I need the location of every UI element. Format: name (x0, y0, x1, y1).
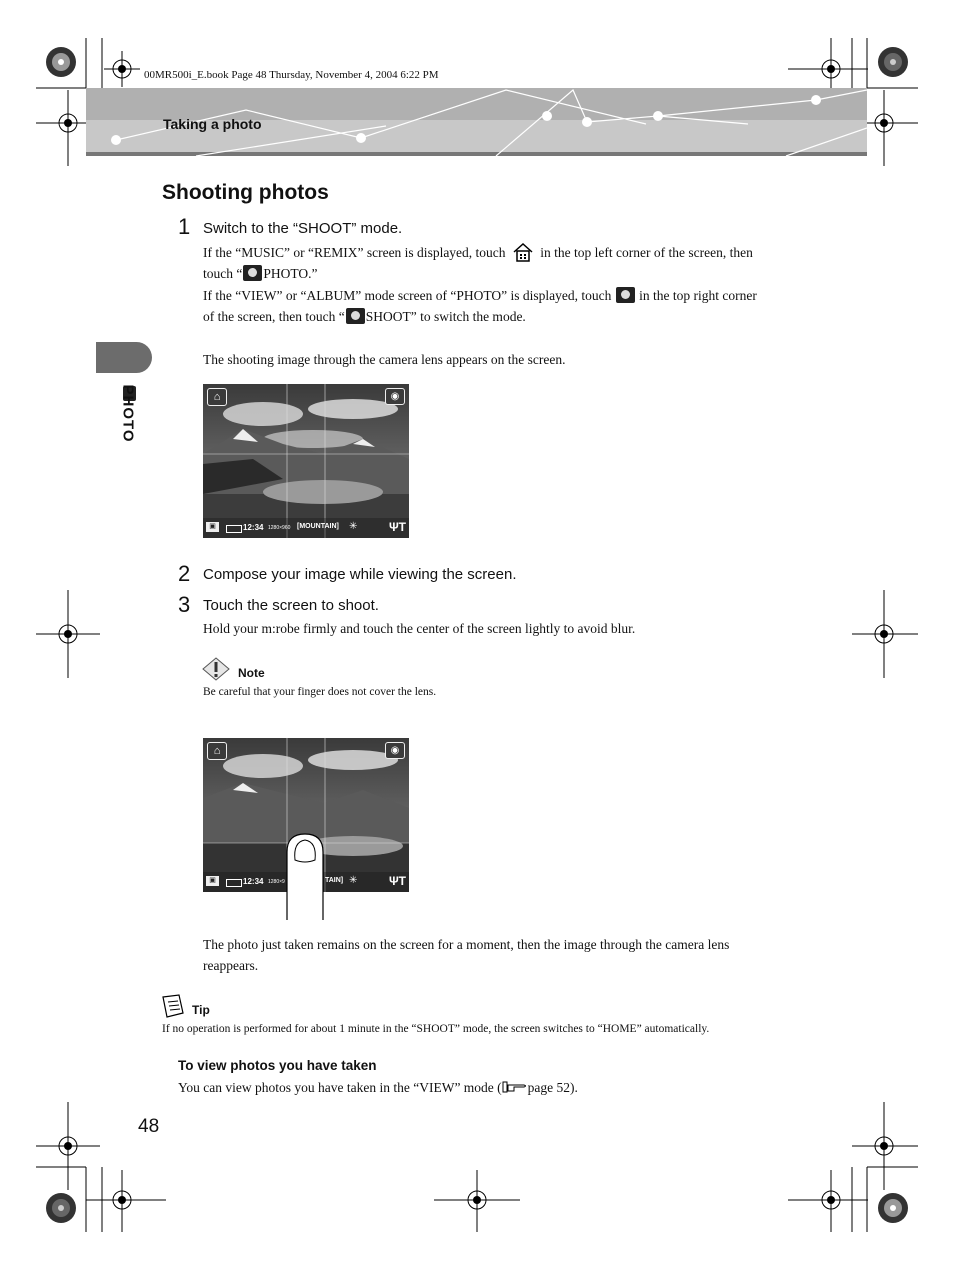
note-label: Note (238, 666, 265, 680)
view-text (178, 1077, 578, 1098)
print-slug: 00MR500i_E.book Page 48 Thursday, November 4, 2004 6:22 PM (144, 69, 439, 81)
resolution: 1280×9 (268, 879, 285, 885)
step1-para2 (203, 285, 803, 327)
camera-icon (243, 265, 262, 281)
step1-text: of the screen, then touch “ (203, 309, 345, 324)
step-title: Compose your image while viewing the screen. (203, 566, 517, 583)
landscape-photo (203, 384, 409, 538)
side-label-text: PHOTO (119, 384, 137, 443)
step1-text: SHOOT” to switch the mode. (365, 309, 526, 324)
camera-screen-preview (203, 384, 409, 538)
side-label (112, 384, 146, 474)
after-shot-text (203, 934, 823, 976)
finger-illustration (283, 830, 327, 920)
view-text-part: page 52). (527, 1080, 578, 1095)
camera-icon (346, 308, 365, 324)
resolution: 1280×960 (268, 525, 291, 531)
after-shot-line: The photo just taken remains on the screen for a moment, then the image through the camera lens (203, 937, 730, 952)
step1-para3: The shooting image through the camera lens appears on the screen. (203, 352, 566, 367)
after-shot-line: reappears. (203, 958, 259, 973)
step1-para1 (203, 242, 803, 284)
camera-icon (616, 287, 635, 303)
camera-icon[interactable]: ◉ (385, 742, 405, 759)
step1-text: If the “VIEW” or “ALBUM” mode screen of “PHOTO” is displayed, touch (203, 288, 612, 303)
step-number: 1 (178, 214, 191, 239)
mode-icon: ▣ (206, 876, 219, 886)
flash-icon: ✳ (349, 875, 358, 886)
section-title: Taking a photo (163, 116, 262, 132)
view-heading: To view photos you have taken (178, 1058, 377, 1073)
status-bar (203, 518, 409, 538)
step1-text: PHOTO.” (263, 266, 318, 281)
warning-icon (202, 657, 230, 681)
step1-text: If the “MUSIC” or “REMIX” screen is displayed, touch (203, 245, 506, 260)
tools-icon[interactable]: ΨT (388, 874, 406, 888)
scene-mode: [MOUNTAIN] (297, 523, 339, 530)
battery-icon (226, 525, 242, 533)
side-tab (96, 342, 152, 373)
step-title: Switch to the “SHOOT” mode. (203, 220, 403, 237)
tools-icon[interactable]: ΨT (388, 520, 406, 534)
step-number: 2 (178, 561, 191, 586)
mode-icon: ▣ (206, 522, 219, 532)
page-title: Shooting photos (162, 181, 329, 204)
view-text-part: You can view photos you have taken in the “VIEW” mode ( (178, 1080, 502, 1095)
tip-text: If no operation is performed for about 1 minute in the “SHOOT” mode, the screen switches to “HOME” automatically. (162, 1023, 710, 1035)
step-title: Touch the screen to shoot. (203, 597, 379, 614)
step1-text: in the top left corner of the screen, then (540, 245, 753, 260)
step3-body: Hold your m:robe firmly and touch the center of the screen lightly to avoid blur. (203, 621, 636, 636)
camera-icon[interactable]: ◉ (385, 388, 405, 405)
scene-mode: TAIN] (325, 877, 344, 884)
home-icon[interactable]: ⌂ (207, 742, 227, 760)
clock: 12:34 (243, 877, 264, 886)
home-icon[interactable]: ⌂ (207, 388, 227, 406)
step1-text: in the top right corner (639, 288, 757, 303)
tip-icon (161, 993, 187, 1019)
step-number: 3 (178, 592, 191, 617)
flash-icon: ✳ (349, 521, 358, 532)
clock: 12:34 (243, 523, 264, 532)
page-number: 48 (138, 1116, 160, 1137)
note-text: Be careful that your finger does not cover the lens. (203, 686, 437, 698)
battery-icon (226, 879, 242, 887)
tip-label: Tip (192, 1003, 210, 1017)
step1-text: touch “ (203, 266, 243, 281)
pointing-hand-icon (502, 1078, 528, 1090)
home-icon (512, 242, 534, 262)
